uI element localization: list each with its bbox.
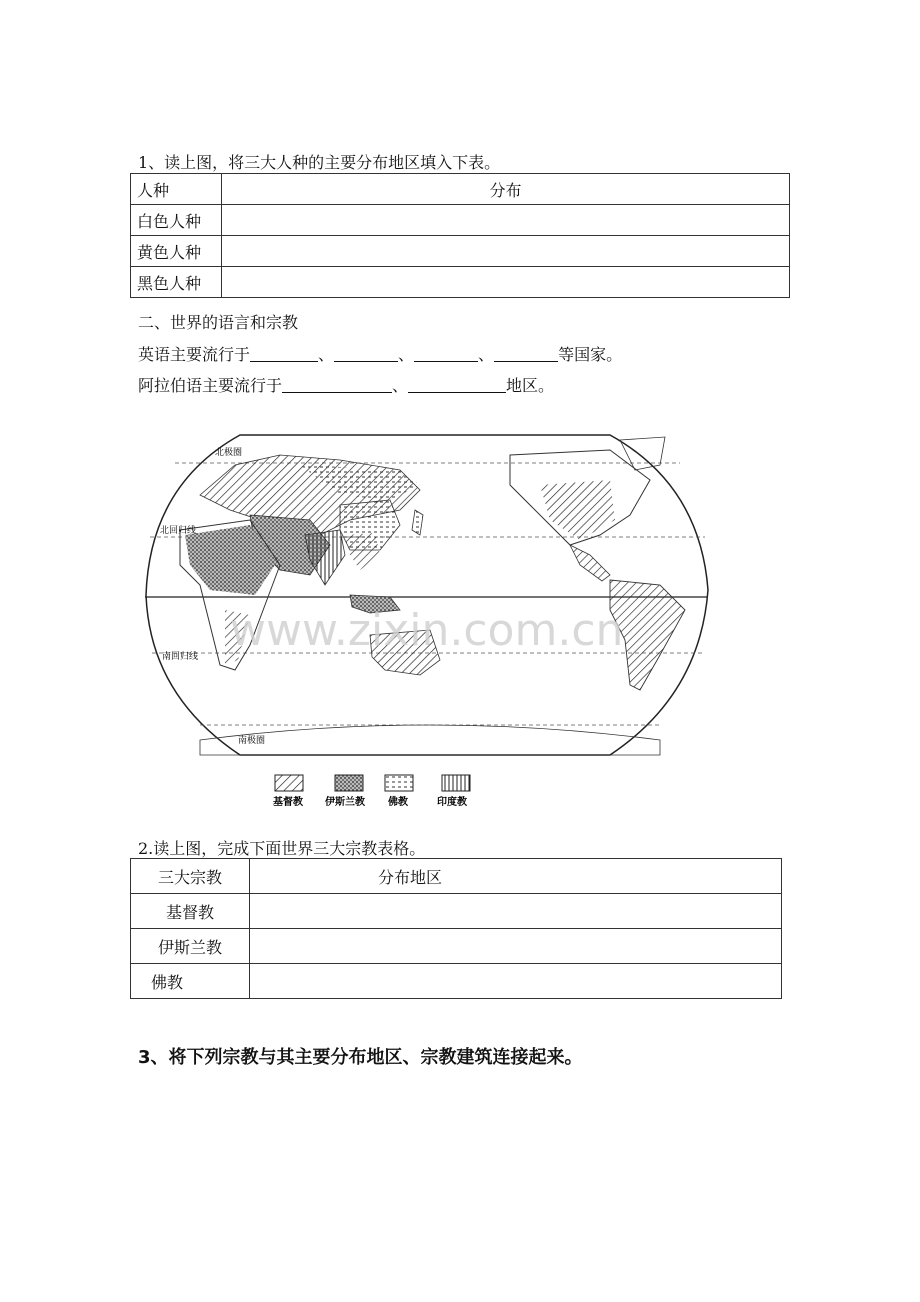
header-religion: 三大宗教 [131,859,250,894]
legend-buddhism: 佛教 [388,797,408,808]
q3-title: 3、将下列宗教与其主要分布地区、宗教建筑连接起来。 [138,1047,583,1068]
answer-cell[interactable] [250,929,782,964]
label-arctic-circle: 北极圈 [215,448,243,458]
religion-table [130,858,782,999]
watermark: www.zixin.com.cn [230,605,624,656]
legend-christianity-swatch [275,775,303,791]
answer-cell[interactable] [250,964,782,999]
legend-islam: 伊斯兰教 [325,797,365,808]
table-row [131,174,790,205]
table-row [131,964,782,999]
separator: 、 [398,345,415,364]
arabic-suffix: 地区。 [506,376,555,395]
map-legend [273,775,470,808]
table-row [131,859,782,894]
answer-cell[interactable] [222,236,790,267]
answer-blank[interactable] [282,376,392,393]
arabic-prefix: 阿拉伯语主要流行于 [138,376,283,395]
table-row [131,267,790,298]
header-distribution: 分布 [222,174,790,205]
row-label: 伊斯兰教 [131,929,250,964]
header-region: 分布地区 [250,859,782,894]
answer-cell[interactable] [222,205,790,236]
row-label: 黄色人种 [131,236,222,267]
answer-cell[interactable] [250,894,782,929]
table-row [131,205,790,236]
row-label: 佛教 [131,964,250,999]
english-suffix: 等国家。 [558,345,623,364]
race-table [130,173,790,298]
answer-blank[interactable] [494,345,558,362]
table-row [131,894,782,929]
label-antarctic-circle: 南极圈 [238,736,266,746]
legend-hinduism-swatch [442,775,470,791]
english-question [138,342,622,365]
answer-blank[interactable] [414,345,478,362]
english-prefix: 英语主要流行于 [138,345,251,364]
answer-cell[interactable] [222,267,790,298]
legend-buddhism-swatch [385,775,413,791]
legend-christianity: 基督教 [273,797,303,808]
row-label: 基督教 [131,894,250,929]
answer-blank[interactable] [334,345,398,362]
section2-title: 二、世界的语言和宗教 [138,313,299,332]
row-label: 白色人种 [131,205,222,236]
world-religion-map [140,425,715,820]
legend-islam-swatch [335,775,363,791]
label-tropic-of-cancer: 北回归线 [160,526,197,536]
arabic-question [138,373,554,396]
row-label: 黑色人种 [131,267,222,298]
separator: 、 [478,345,495,364]
answer-blank[interactable] [250,345,318,362]
separator: 、 [392,376,409,395]
q1-title: 1、读上图，将三大人种的主要分布地区填入下表。 [138,153,501,172]
separator: 、 [318,345,335,364]
legend-hinduism: 印度教 [437,797,467,808]
header-race: 人种 [131,174,222,205]
table-row [131,236,790,267]
table-row [131,929,782,964]
label-tropic-of-capricorn: 南回归线 [162,652,199,662]
q2-title: 2.读上图，完成下面世界三大宗教表格。 [138,839,426,858]
answer-blank[interactable] [408,376,506,393]
